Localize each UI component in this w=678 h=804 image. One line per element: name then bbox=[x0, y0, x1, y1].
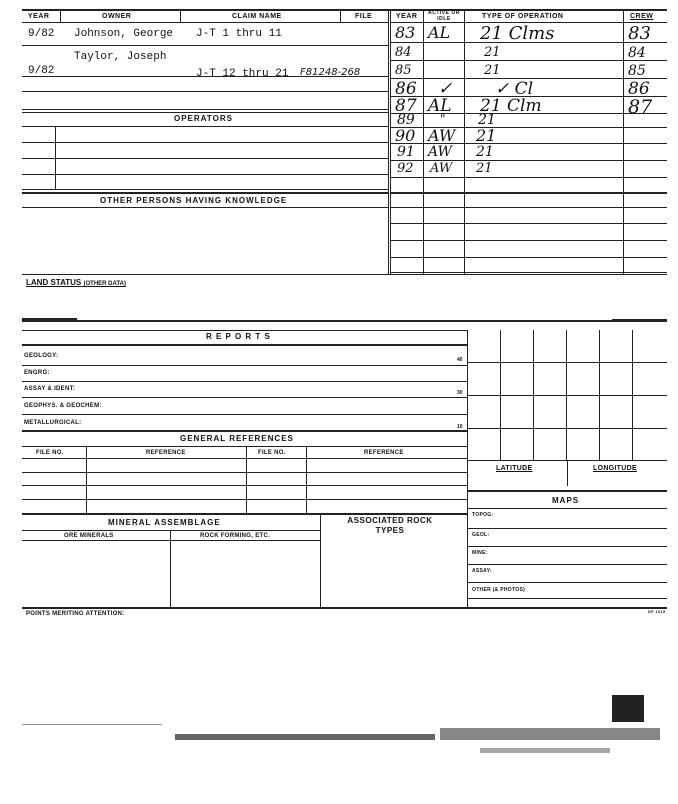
activity-1-crew: 83 bbox=[628, 23, 651, 44]
reports-geophys: GEOPHYS. & GEOCHEM: bbox=[24, 403, 102, 409]
col-claim-header: CLAIM NAME bbox=[232, 13, 282, 20]
reports-num-30: 30 bbox=[457, 390, 463, 396]
scan-artifact-smear bbox=[175, 734, 435, 740]
top-border bbox=[22, 9, 667, 11]
activity-2-crew: 84 bbox=[628, 45, 646, 61]
activity-4-type: ✓ Cl bbox=[495, 79, 534, 99]
activity-9-type: 21 bbox=[476, 161, 493, 176]
activity-1-status: AL bbox=[428, 23, 451, 42]
ref-reference-header: REFERENCE bbox=[146, 450, 186, 456]
activity-1-year: 83 bbox=[395, 23, 416, 42]
activity-9-status: AW bbox=[430, 161, 453, 176]
activity-8-status: AW bbox=[428, 144, 452, 160]
maps-other: OTHER (& PHOTOS) bbox=[472, 587, 526, 593]
activity-2-year: 84 bbox=[395, 45, 412, 60]
reports-heading: R E P O R T S bbox=[206, 332, 271, 341]
associated-rock-types-heading: ASSOCIATED ROCK TYPES bbox=[347, 516, 433, 535]
activity-7-type: 21 bbox=[476, 126, 497, 145]
col-year2-header: YEAR bbox=[396, 13, 418, 20]
form-number: DF 1019 bbox=[648, 609, 666, 614]
maps-divider bbox=[467, 330, 468, 607]
col-file-header: FILE bbox=[355, 13, 373, 20]
activity-5-type: 21 Clm bbox=[480, 96, 542, 116]
reports-geology: GEOLOGY: bbox=[24, 353, 59, 359]
owner-row-1-year: 9/82 bbox=[28, 28, 55, 40]
latitude-label: LATITUDE bbox=[496, 465, 533, 472]
type-col-divider bbox=[464, 9, 465, 274]
activity-4-crew: 86 bbox=[628, 79, 650, 99]
activity-2-type: 21 bbox=[484, 45, 501, 60]
activity-1-type: 21 Clms bbox=[480, 23, 555, 44]
reports-metallurgical: METALLURGICAL: bbox=[24, 420, 82, 426]
owner-row-3-file: F81248-268 bbox=[300, 67, 361, 78]
ref-file-no2-header: FILE NO. bbox=[258, 450, 286, 456]
ore-minerals-header: ORE MINERALS bbox=[64, 533, 114, 539]
activity-5-crew: 87 bbox=[628, 96, 653, 118]
activity-9-year: 92 bbox=[397, 161, 414, 176]
activity-6-type: 21 bbox=[478, 112, 496, 128]
maps-topog: TOPOG: bbox=[472, 512, 494, 518]
owner-row-3-claim: J-T 12 thru 21 bbox=[196, 68, 289, 80]
col-type-header: TYPE OF OPERATION bbox=[482, 13, 564, 20]
reports-num-10: 10 bbox=[457, 424, 463, 430]
owner-row-1-owner: Johnson, George bbox=[74, 28, 174, 40]
col-crew-header: CREW bbox=[630, 13, 654, 20]
activity-8-type: 21 bbox=[476, 144, 494, 160]
activity-6-status: " bbox=[440, 112, 446, 126]
maps-geol: GEOL: bbox=[472, 532, 490, 538]
activity-5-year: 87 bbox=[395, 96, 417, 116]
activity-6-year: 89 bbox=[397, 112, 415, 128]
activity-7-status: AW bbox=[428, 126, 456, 145]
longitude-label: LONGITUDE bbox=[593, 465, 637, 472]
ref-reference2-header: REFERENCE bbox=[364, 450, 404, 456]
owner-row-3-year: 9/82 bbox=[28, 65, 55, 77]
col-active-header: ACTIVE OR IDLE bbox=[428, 10, 460, 22]
col-owner-header: OWNER bbox=[102, 13, 132, 20]
maps-mine: MINE: bbox=[472, 550, 488, 556]
ref-file-no-header: FILE NO. bbox=[36, 450, 64, 456]
activity-8-year: 91 bbox=[397, 144, 415, 160]
mineral-assemblage-heading: MINERAL ASSEMBLAGE bbox=[108, 518, 221, 527]
operators-heading: OPERATORS bbox=[174, 114, 233, 123]
other-persons-heading: OTHER PERSONS HAVING KNOWLEDGE bbox=[100, 196, 288, 205]
maps-assay: ASSAY: bbox=[472, 568, 492, 574]
activity-3-crew: 85 bbox=[628, 63, 646, 79]
general-references-heading: GENERAL REFERENCES bbox=[180, 434, 294, 443]
reports-num-40: 40 bbox=[457, 357, 463, 363]
land-status-sublabel: (OTHER DATA) bbox=[83, 281, 126, 287]
scan-artifact-block bbox=[612, 695, 644, 722]
owner-row-2-owner: Taylor, Joseph bbox=[74, 51, 167, 63]
activity-4-status: ✓ bbox=[438, 79, 453, 99]
points-meriting-attention: POINTS MERITING ATTENTION: bbox=[26, 611, 125, 617]
owner-row-1-claim: J-T 1 thru 11 bbox=[196, 28, 282, 40]
active-col-divider bbox=[423, 9, 424, 274]
maps-heading: MAPS bbox=[552, 496, 580, 505]
activity-7-year: 90 bbox=[395, 126, 416, 145]
land-status-label: LAND STATUS bbox=[26, 278, 82, 287]
reports-engrg: ENGRG: bbox=[24, 370, 50, 376]
center-divider bbox=[388, 9, 389, 274]
activity-4-year: 86 bbox=[395, 79, 417, 99]
col-year-header: YEAR bbox=[28, 13, 50, 20]
activity-3-year: 85 bbox=[395, 63, 412, 78]
activity-3-type: 21 bbox=[484, 63, 501, 78]
reports-assay: ASSAY & IDENT: bbox=[24, 386, 76, 392]
header-underline-left bbox=[22, 22, 388, 23]
activity-5-status: AL bbox=[428, 96, 452, 116]
rock-forming-header: ROCK FORMING, ETC. bbox=[200, 533, 271, 539]
crew-col-divider bbox=[623, 9, 624, 274]
land-status-heading bbox=[26, 278, 126, 287]
